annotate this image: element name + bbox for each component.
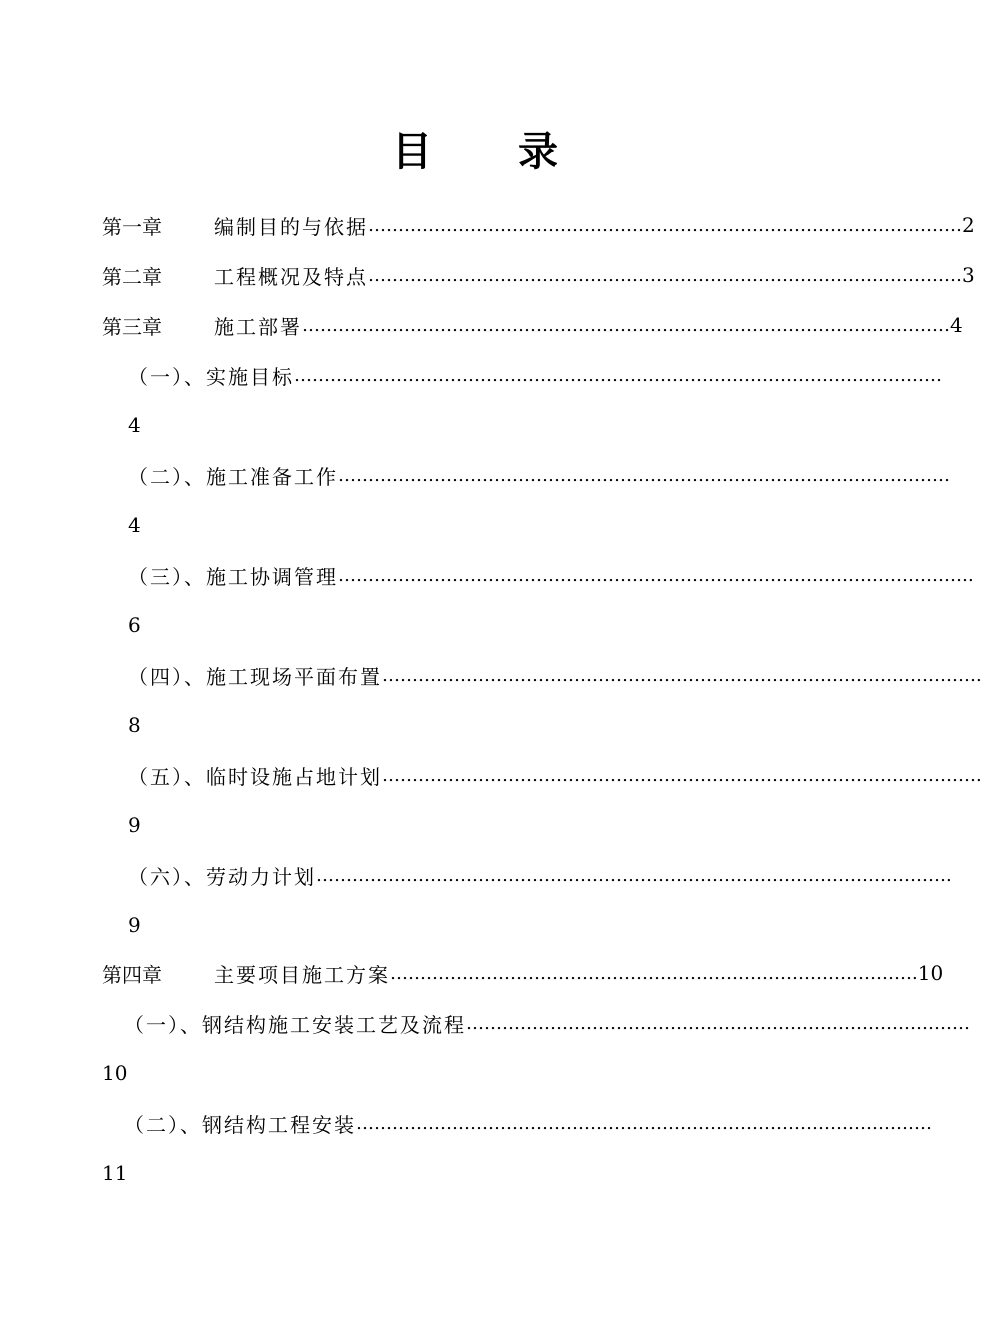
page-number: 4 [128, 513, 141, 537]
dot-leader: ……………………………………………………………………………………………. [316, 864, 952, 886]
section-title: （二）、施工准备工作 [128, 464, 338, 489]
toc-entry-section[interactable] [128, 650, 982, 700]
dot-leader: ……………………………………………………………………………………………… [294, 364, 942, 386]
page-number: 2 [962, 213, 975, 237]
dot-leader: ……………………………………………………………………………………………… [302, 314, 950, 336]
dot-leader: ………………………………………………………………………… [466, 1012, 970, 1034]
chapter-title: 编制目的与依据 [214, 214, 368, 239]
section-title: （一）、钢结构施工安装工艺及流程 [124, 1012, 466, 1037]
page-number: 8 [128, 713, 141, 737]
dot-leader: ………………………………………………………………………………………. [382, 664, 982, 686]
chapter-number: 第四章 [102, 962, 162, 987]
chapter-title: 主要项目施工方案 [214, 962, 390, 987]
page-title: 目 录 [392, 128, 594, 175]
section-title: （五）、临时设施占地计划 [128, 764, 382, 789]
dot-leader: ……………………………………………………………………………. [390, 962, 918, 984]
page-number: 11 [102, 1161, 128, 1185]
toc-entry-section[interactable] [128, 550, 974, 600]
section-title: （六）、劳动力计划 [128, 864, 316, 889]
toc-entry-section[interactable] [128, 750, 982, 800]
chapter-title: 工程概况及特点 [214, 264, 368, 289]
section-title: （三）、施工协调管理 [128, 564, 338, 589]
toc-entry-chapter-3[interactable] [102, 300, 963, 350]
page-number: 9 [128, 813, 141, 837]
page-number: 4 [128, 413, 141, 437]
toc-entry-chapter-4[interactable] [102, 948, 944, 998]
dot-leader: ………………………………………………………………………………………. [382, 764, 982, 786]
page-number: 3 [962, 263, 975, 287]
toc-entry-section[interactable] [128, 450, 950, 500]
chapter-number: 第一章 [102, 214, 162, 239]
page-number: 10 [102, 1061, 128, 1085]
dot-leader: ……………………………………………………………………………………… [368, 264, 962, 286]
toc-entry-section[interactable] [128, 350, 942, 400]
dot-leader: …………………………………………………………………………………… [356, 1112, 932, 1134]
dot-leader: ……………………………………………………………………………………………. [338, 564, 974, 586]
chapter-title: 施工部署 [214, 314, 302, 339]
toc-entry-chapter-1[interactable] [102, 200, 975, 250]
dot-leader: ………………………………………………………………………………………… [338, 464, 950, 486]
page-number: 6 [128, 613, 141, 637]
page-number: 9 [128, 913, 141, 937]
section-title: （四）、施工现场平面布置 [128, 664, 382, 689]
dot-leader: ……………………………………………………………………………………… [368, 214, 962, 236]
toc-entry-section[interactable] [124, 998, 970, 1048]
section-title: （二）、钢结构工程安装 [124, 1112, 356, 1137]
chapter-number: 第三章 [102, 314, 162, 339]
toc-entry-section[interactable] [124, 1098, 932, 1148]
chapter-number: 第二章 [102, 264, 162, 289]
page-number: 4 [950, 313, 963, 337]
section-title: （一）、实施目标 [128, 364, 294, 389]
toc-entry-chapter-2[interactable] [102, 250, 975, 300]
page-number: 10 [917, 961, 944, 985]
toc-entry-section[interactable] [128, 850, 952, 900]
